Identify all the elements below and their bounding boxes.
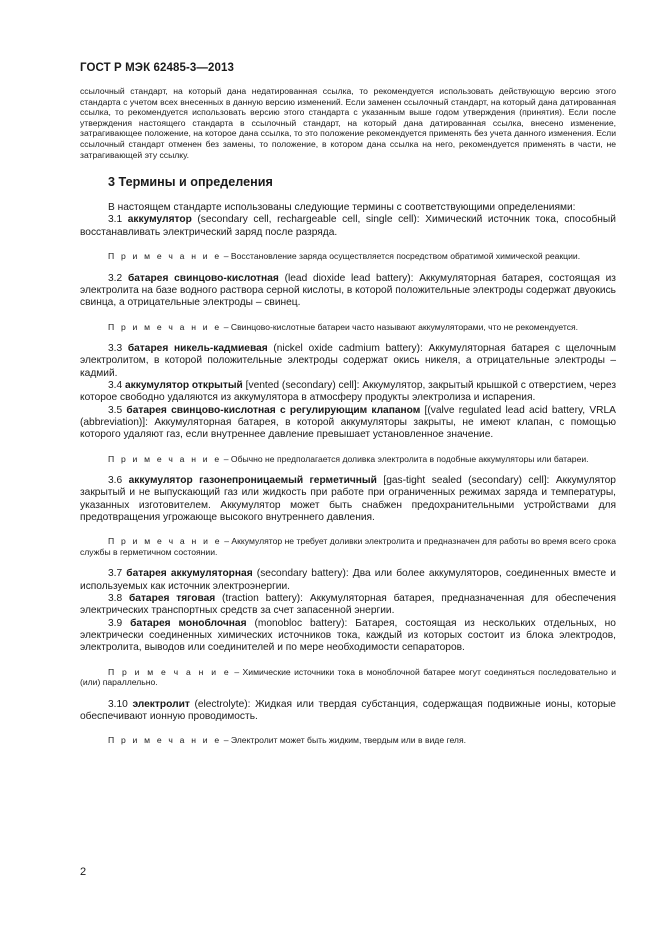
term-3-3: 3.3 батарея никель-кадмиевая (nickel oxide cadmium battery): Аккумуляторная батарея с щелочным электролитом, в которой положительные электроды содержат окись никеля, а отрицательные электроды – кадмий. [80,343,616,379]
note-label: П р и м е ч а н и е [108,536,222,547]
note-label: П р и м е ч а н и е [108,251,222,262]
term-3-5: 3.5 батарея свинцово-кислотная с регулирующим клапаном [(valve regulated lead acid battery, VRLA (abbreviation)]: Аккумуляторная батарея, в которой аккумуляторы закрыты, не имеют клапан, с помощью которого удаляют газ, если внутреннее давление превышает установленное значение. [80,404,616,441]
term-name: аккумулятор [127,214,192,226]
document-header: ГОСТ Р МЭК 62485-3—2013 [80,62,234,74]
term-3-7: 3.7 батарея аккумуляторная (secondary battery): Два или более аккумуляторов, соединенных вместе и используемых как источник электроэнергии. [80,568,616,592]
term-3-4: 3.4 аккумулятор открытый [vented (secondary) cell]: Аккумулятор, закрытый крышкой с отверстием, через которое свободно удаляются из аккумулятора в атмосферу продукты электролиза и испарения. [80,380,617,404]
term-3-6: 3.6 аккумулятор газонепроницаемый герметичный [gas-tight sealed (secondary) cell]: Аккумулятор закрытый и не выпускающий газ или жидкость при работе при ограниченных режимах заряда и температуры, указанных изготовителем. Аккумулятор может быть снабжен предохранительными устройствами для предотвращения угрожающе высокого внутреннего давления. [80,475,616,523]
note-3-9: П р и м е ч а н и е – Химические источники тока в моноблочной батарее могут соединяться последовательно и (или) параллельно. [80,666,616,688]
note-label: П р и м е ч а н и е [108,321,222,332]
section-title: 3 Термины и определения [108,175,273,190]
term-name: аккумулятор газонепроницаемый герметичный [128,475,377,487]
term-3-9: 3.9 батарея моноблочная (monobloc battery): Батарея, состоящая из нескольких отдельных, но электрически соединенных химических источников тока, каждый из которых состоит из блока электродов, электролита, выводов или соединителей и по мере необходимости сепараторов. [80,617,616,654]
term-name: аккумулятор открытый [125,380,243,392]
intro-paragraph: ссылочный стандарт, на который дана недатированная ссылка, то рекомендуется использовать действующую версию этого стандарта с учетом всех внесенных в данную версию изменений. Если заменен ссылочный стандарт, на который дана датированная ссылка, то рекомендуется использовать версию этого стандарта с указанным выше годом утверждения (принятия). Если после утверждения настоящего стандарта в ссылочный стандарт, на который дана датированная ссылка, внесено изменение, затрагивающее положение, на которое дана ссылка, то это положение рекомендуется применять без учета данного изменения. Если ссылочный стандарт отменен без замены, то положение, в котором дана ссылка на него, рекомендуется применять в части, не затрагивающей эту ссылку. [80,86,616,160]
note-3-10: П р и м е ч а н и е – Электролит может быть жидким, твердым или в виде геля. [108,735,466,746]
document-body [80,86,616,746]
term-3-2: 3.2 батарея свинцово-кислотная (lead dioxide lead battery): Аккумуляторная батарея, состоящая из электролита на базе водного раствора серной кислоты, в которой положительные электроды содержат двуокись свинца, а отрицательные электроды – свинец. [80,272,616,309]
term-name: батарея тяговая [128,593,216,605]
term-name: электролит [132,698,190,710]
term-3-10: 3.10 электролит (electrolyte): Жидкая или твердая субстанция, содержащая подвижные ионы, которые обеспечивают ионную проводимость. [80,698,616,723]
note-label: П р и м е ч а н и е [108,735,222,746]
note-label: П р и м е ч а н и е [108,453,222,464]
note-3-5: П р и м е ч а н и е – Обычно не предполагается доливка электролита в подобные аккумуляторы или батареи. [108,453,589,464]
note-3-2: П р и м е ч а н и е – Свинцово-кислотные батареи часто называют аккумуляторами, что не рекомендуется. [108,321,579,332]
term-name: батарея моноблочная [130,617,247,629]
term-name: батарея свинцово-кислотная с регулирующим клапаном [126,404,421,416]
note-label: П р и м е ч а н и е [108,666,231,677]
term-name: батарея аккумуляторная [126,568,253,580]
term-3-1: 3.1 аккумулятор (secondary cell, rechargeable cell, single cell): Химический источник тока, способный восстанавливать электрический заряд после разряда. [80,214,616,238]
section-lead: В настоящем стандарте использованы следующие термины с соответствующими определениями: [108,202,576,214]
term-name: батарея никель-кадмиевая [127,343,268,355]
page-number: 2 [80,866,87,878]
term-3-8: 3.8 батарея тяговая (traction battery): Аккумуляторная батарея, предназначенная для обеспечения электрических транспортных средств за счет запасенной энергии. [80,593,616,617]
note-3-6: П р и м е ч а н и е – Аккумулятор не требует доливки электролита и предназначен для работы во время всего срока службы в герметичном состоянии. [80,536,616,557]
term-name: батарея свинцово-кислотная [127,272,279,284]
note-3-1: П р и м е ч а н и е – Восстановление заряда осуществляется посредством обратимой химической реакции. [108,251,581,262]
